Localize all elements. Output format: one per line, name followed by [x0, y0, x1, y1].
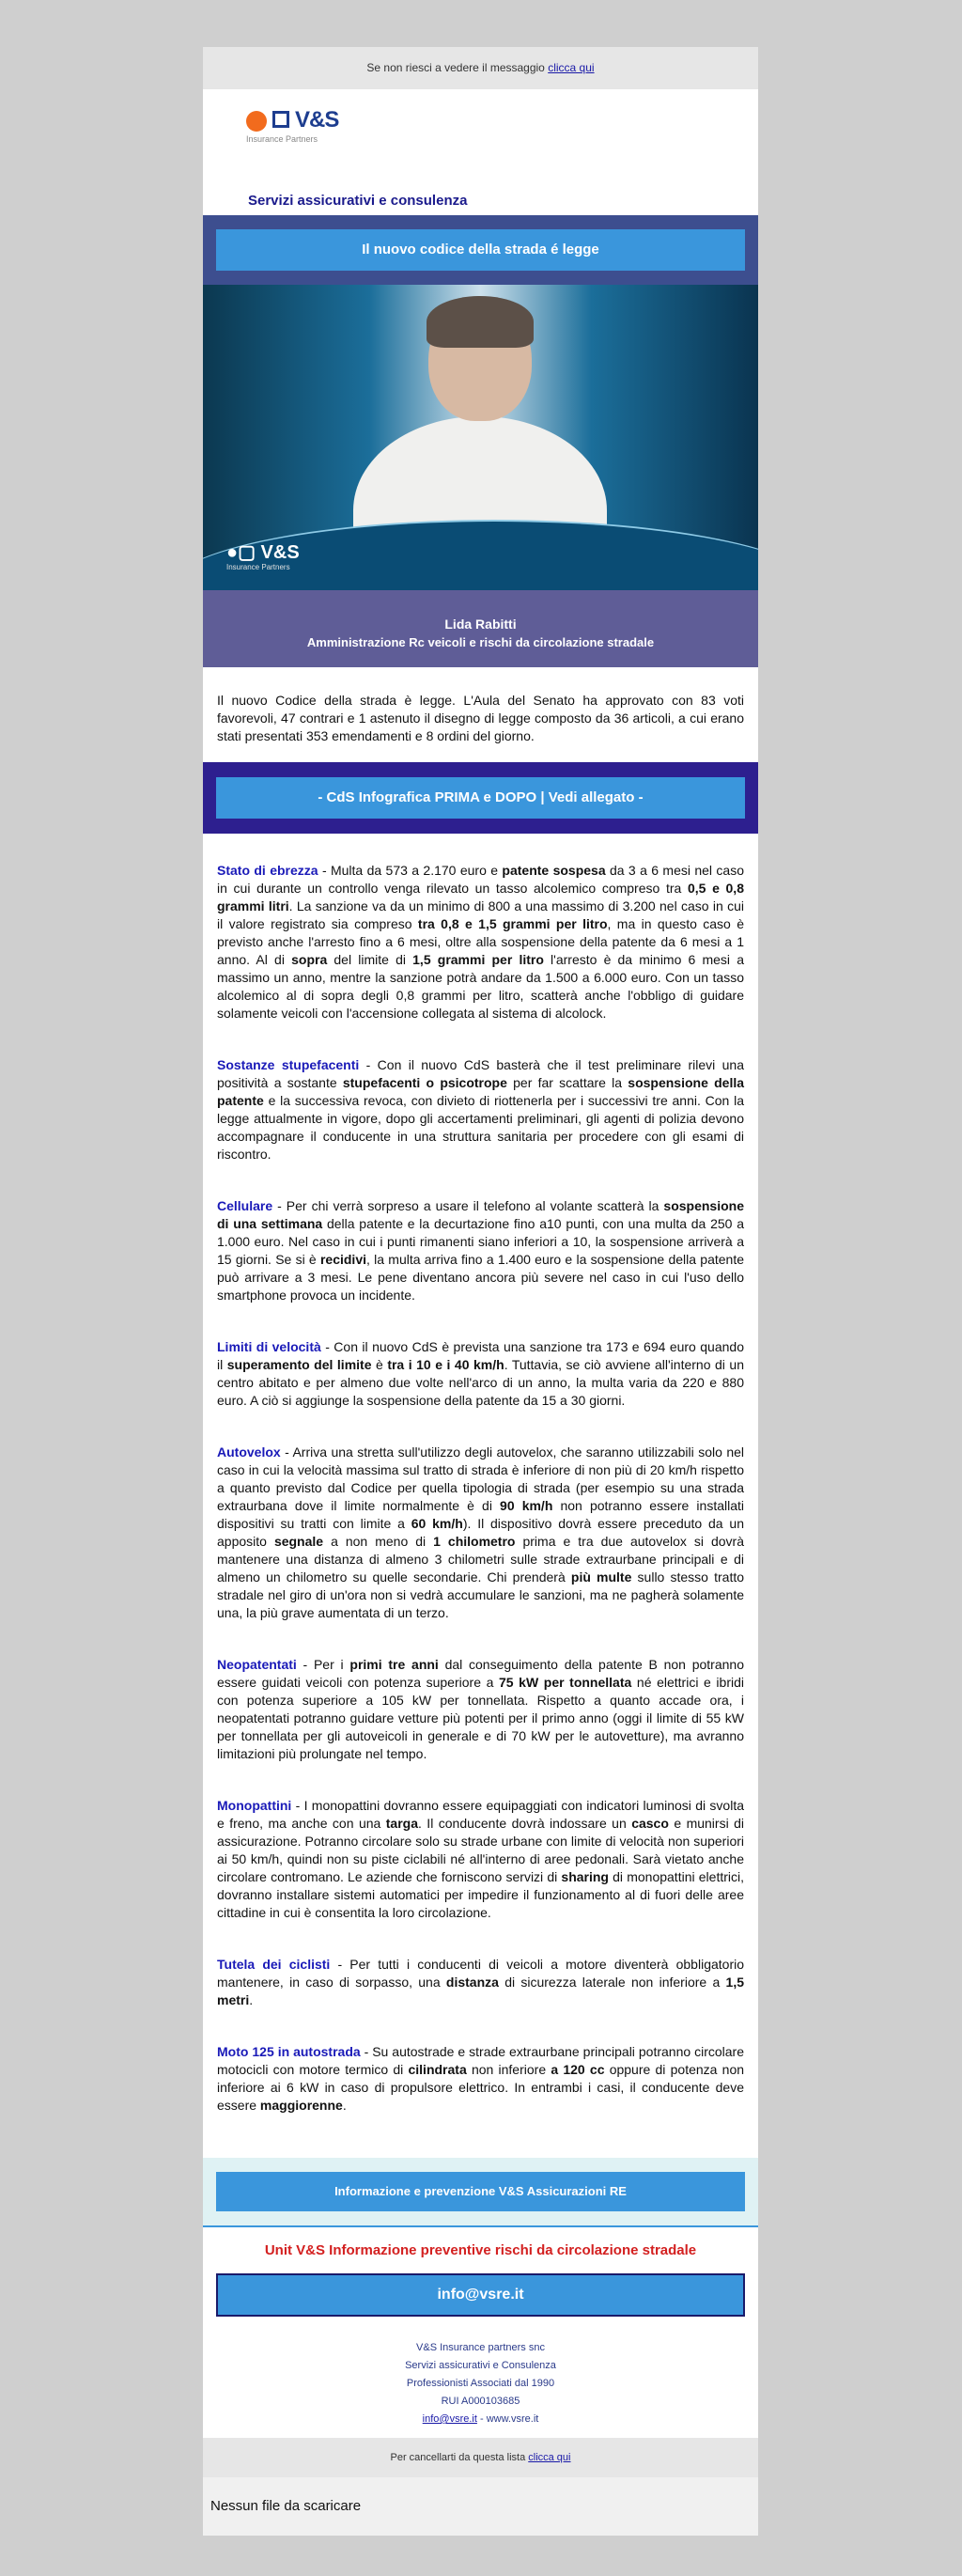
- rule-text: dal conseguimento della patente B non potranno essere guidati veicoli con potenza superiore a: [217, 1657, 744, 1690]
- rule-keyword: Autovelox: [217, 1444, 281, 1460]
- rule-item: [217, 1797, 744, 1922]
- tagline: Servizi assicurativi e consulenza: [248, 193, 468, 209]
- rule-text: della patente e la decurtazione fino a10 punti, con una multa da 250 a 1.000 euro. Nel caso in cui i punti rimanenti siano inferiori a 10, la sospensione arriverà a 15 giorni. Se si è: [217, 1216, 744, 1267]
- attachments-status: Nessun file da scaricare: [203, 2477, 758, 2536]
- bold-text: casco: [631, 1816, 669, 1831]
- bold-text: recidivi: [319, 1252, 366, 1267]
- bold-text: cilindrata: [408, 2062, 467, 2077]
- footer-web: - www.vsre.it: [476, 2413, 539, 2425]
- rui-number: RUI A000103685: [441, 2396, 520, 2407]
- bold-text: 90 km/h: [500, 1498, 553, 1513]
- rule-text: del limite di: [327, 952, 413, 967]
- rule-text: . Tuttavia, se ciò avviene all'interno di un centro abitato e per almeno due volte nell'arco di un anno, la multa varia da 220 e 880 euro. A ciò si aggiunge la sospensione della patente da 15 a 30 giorni.: [217, 1357, 744, 1408]
- unit-title: Unit V&S Informazione preventive rischi da circolazione stradale: [264, 2242, 697, 2258]
- unsubscribe-text: Per cancellarti da questa lista: [390, 2452, 526, 2463]
- rule-text: di monopattini elettrici, dovranno installare sistemi automatici per impedire il funzionamento al di fuori delle aree cittadine in cui è consentita la loro circolazione.: [217, 1869, 744, 1920]
- hero-logo-subtitle: Insurance Partners: [226, 563, 290, 571]
- rule-text: e munirsi di assicurazione. Potranno circolare solo su strade urbane con limite di velocità non superiori ai 50 km/h, quindi non su piste ciclabili né all'interno di aree pedonali. Sarà vietato anche circolare contromano. Le aziende che forniscono servizi di: [217, 1816, 745, 1884]
- rule-text: di sicurezza laterale non inferiore a: [498, 1975, 726, 1990]
- rule-text: - Per i: [296, 1657, 350, 1672]
- view-online-link[interactable]: clicca qui: [548, 61, 595, 74]
- rule-text: non inferiore: [466, 2062, 551, 2077]
- logo-square-icon: [272, 111, 289, 128]
- title-button[interactable]: Il nuovo codice della strada é legge: [216, 229, 745, 271]
- author-block: [203, 590, 758, 667]
- bold-text: sharing: [561, 1869, 609, 1884]
- unsubscribe-bar: [203, 2438, 758, 2477]
- logo-text: V&S: [295, 107, 339, 133]
- article-body: [203, 834, 758, 2158]
- hero-image: [203, 285, 758, 590]
- bold-text: primi tre anni: [349, 1657, 439, 1672]
- bold-text: tra i 10 e i 40 km/h: [387, 1357, 504, 1372]
- newsletter: [203, 47, 758, 2536]
- bold-text: 1 chilometro: [433, 1534, 516, 1549]
- bold-text: sospensione della patente: [217, 1075, 745, 1108]
- rule-text: , la multa arriva fino a 1.400 euro e la sospensione della patente può arrivare a 3 mesi. Le pene diventano ancora più severe nel caso in cui l'uso dello smartphone provoca un incidente.: [217, 1252, 745, 1303]
- top-notice: [203, 47, 758, 89]
- hero-portrait-hair: [427, 296, 534, 348]
- bold-text: più multe: [570, 1569, 632, 1585]
- rule-item: [217, 1656, 744, 1763]
- logo-circle-icon: [246, 111, 267, 132]
- rule-item: [217, 2043, 744, 2115]
- bold-text: superamento del limite: [226, 1357, 372, 1372]
- rule-text: - Per chi verrà sorpreso a usare il telefono al volante scatterà la: [272, 1198, 664, 1213]
- rule-text: sullo stesso tratto stradale nel giro di un'ora non si vedrà accumulare le sanzioni, ma ne pagherà solamente una, la più grave aumentata di un terzo.: [217, 1569, 745, 1620]
- bold-text: stupefacenti o psicotrope: [342, 1075, 507, 1090]
- rule-text: .: [249, 1992, 254, 2007]
- footer-info: [203, 2330, 758, 2438]
- rule-item: [217, 1338, 744, 1410]
- rule-text: né elettrici e ibridi con potenza superiore a 105 kW per tonnellata. Rispetto a quanto accade ora, i neopatentati potranno guidare vetture più potenti per il primo anno (oggi il limite di 55 kW per tonnellata per gli autoveicoli in generale e di 70 kW per le autovetture), ma avranno limitazioni più prolungate nel tempo.: [217, 1675, 744, 1761]
- rule-text: ). Il dispositivo dovrà essere preceduto da un apposito: [217, 1516, 744, 1549]
- rule-item: [217, 1444, 744, 1622]
- rule-text: a non meno di: [323, 1534, 434, 1549]
- title-band: [203, 215, 758, 285]
- rule-keyword: Tutela dei ciclisti: [217, 1957, 331, 1972]
- rule-text: - Per tutti i conducenti di veicoli a motore diventerà obbligatorio mantenere, in caso di sorpasso, una: [217, 1957, 744, 1990]
- infographic-band: [203, 762, 758, 834]
- rule-text: oppure di potenza non inferiore ai 6 kW in caso di propulsore elettrico. In entrambi i casi, il conducente deve essere: [217, 2062, 745, 2113]
- rule-text: , ma in questo caso è previsto anche l'arresto fino a 6 mesi, oltre alla sospensione della patente da 6 mesi a 1 anno. Al di: [217, 916, 744, 967]
- footer-contacts: [203, 2411, 758, 2428]
- rule-text: - Arriva una stretta sull'utilizzo degli autovelox, che saranno utilizzabili solo nel caso in cui la velocità massima sul tratto di strada è inferiore di non più di 20 km/h rispetto a quanto previsto dal Codice per quella tipologia di strada (per esempio su una strada extraurbana dove il limite normalmente è di: [217, 1444, 744, 1513]
- vs-logo: [246, 103, 349, 143]
- rule-item: [217, 1956, 744, 2009]
- rule-text: - Su autostrade e strade extraurbane principali potranno circolare motocicli con motore termico di: [217, 2044, 744, 2077]
- bold-text: sopra: [291, 952, 328, 967]
- bold-text: patente sospesa: [502, 863, 606, 878]
- logo-subtitle: Insurance Partners: [246, 134, 318, 144]
- rule-keyword: Monopattini: [217, 1798, 292, 1813]
- bold-text: distanza: [445, 1975, 499, 1990]
- rule-keyword: Cellulare: [217, 1198, 273, 1213]
- bold-text: maggiorenne: [259, 2098, 343, 2113]
- footer-email-link[interactable]: info@vsre.it: [422, 2413, 477, 2425]
- bold-text: 60 km/h: [411, 1516, 463, 1531]
- rule-item: [217, 1056, 744, 1163]
- rule-text: .: [342, 2098, 347, 2113]
- rule-text: - Con il nuovo CdS basterà che il test preliminare rilevi una positività a sostante: [217, 1057, 744, 1090]
- rule-text: - I monopattini dovranno essere equipaggiati con indicatori luminosi di svolta e freno, ma anche con una: [217, 1798, 744, 1831]
- bold-text: 1,5 metri: [217, 1975, 744, 2007]
- rule-keyword: Limiti di velocità: [217, 1339, 321, 1354]
- unsubscribe-link[interactable]: clicca qui: [528, 2452, 571, 2463]
- author-role: Amministrazione Rc veicoli e rischi da circolazione stradale: [306, 635, 655, 649]
- contact-section: [203, 2227, 758, 2330]
- top-notice-text: Se non riesci a vedere il messaggio: [366, 61, 545, 74]
- rule-keyword: Neopatentati: [217, 1657, 297, 1672]
- rule-keyword: Moto 125 in autostrada: [217, 2044, 361, 2059]
- bold-text: sospensione di una settimana: [217, 1198, 744, 1231]
- company-services: Servizi assicurativi e Consulenza: [405, 2360, 556, 2371]
- author-name: Lida Rabitti: [444, 617, 517, 632]
- company-name: V&S Insurance partners snc: [416, 2342, 545, 2353]
- rule-text: . La sanzione va da un minimo di 800 a una massimo di 3.200 nel caso in cui il valore registrato sia compreso: [217, 898, 744, 931]
- rule-item: [217, 1197, 744, 1304]
- bold-text: targa: [385, 1816, 418, 1831]
- bold-text: a 120 cc: [551, 2062, 605, 2077]
- info-button[interactable]: Informazione e prevenzione V&S Assicurazioni RE: [216, 2172, 745, 2211]
- bold-text: tra 0,8 e 1,5 grammi per litro: [417, 916, 608, 931]
- rule-text: da 3 a 6 mesi nel caso in cui durante un controllo venga rilevato un tasso alcolemico compreso tra: [217, 863, 744, 896]
- rule-item: [217, 862, 744, 1023]
- rule-text: e la successiva revoca, con divieto di riottenerla per i successivi tre anni. Con la legge attualmente in vigore, dopo gli accertamenti preliminari, gli agenti di polizia devono accompagnare il conducente in una struttura sanitaria per procedere con gli esami di riscontro.: [217, 1093, 744, 1162]
- bold-text: 1,5 grammi per litro: [412, 952, 544, 967]
- bold-text: segnale: [273, 1534, 324, 1549]
- hero-logo: ●▢ V&S: [226, 542, 300, 563]
- rule-text: per far scattare la: [506, 1075, 628, 1090]
- rule-text: . Il conducente dovrà indossare un: [417, 1816, 632, 1831]
- info-band: [203, 2158, 758, 2227]
- rule-text: - Multa da 573 a 2.170 euro e: [318, 863, 503, 878]
- rule-text: è: [371, 1357, 388, 1372]
- rule-text: prima e tra due autovelox si dovrà mantenere una distanza di almeno 3 chilometri sulle strade extraurbane principali e di almeno un chilometro su quelle secondarie. Chi prenderà: [217, 1534, 745, 1585]
- header: [203, 89, 758, 215]
- intro-paragraph: Il nuovo Codice della strada è legge. L'Aula del Senato ha approvato con 83 voti favorevoli, 47 contrari e 1 astenuto il disegno di legge composto da 36 articoli, a cui erano stati presentati 353 emendamenti e 8 ordini del giorno.: [203, 667, 758, 762]
- rule-text: l'arresto è da minimo 6 mesi a massimo un anno, mentre la sanzione potrà andare da 1.500 a 6.000 euro. Con un tasso alcolemico al di sopra degli 0,8 grammi per litro, scatterà anche l'obbligo di guidare solamente veicoli con l'accensione collegata al sistema di alcolock.: [217, 952, 744, 1021]
- rule-keyword: Stato di ebrezza: [217, 863, 318, 878]
- rule-text: - Con il nuovo CdS è prevista una sanzione tra 173 e 694 euro quando il: [217, 1339, 744, 1372]
- company-since: Professionisti Associati dal 1990: [406, 2378, 555, 2389]
- rule-text: non potranno essere installati dispositivi su tratti con limite a: [217, 1498, 745, 1531]
- rule-keyword: Sostanze stupefacenti: [217, 1057, 360, 1072]
- email-button[interactable]: info@vsre.it: [216, 2273, 745, 2317]
- bold-text: 0,5 e 0,8 grammi litri: [217, 881, 744, 913]
- infographic-button[interactable]: - CdS Infografica PRIMA e DOPO | Vedi allegato -: [216, 777, 745, 819]
- bold-text: 75 kW per tonnellata: [498, 1675, 632, 1690]
